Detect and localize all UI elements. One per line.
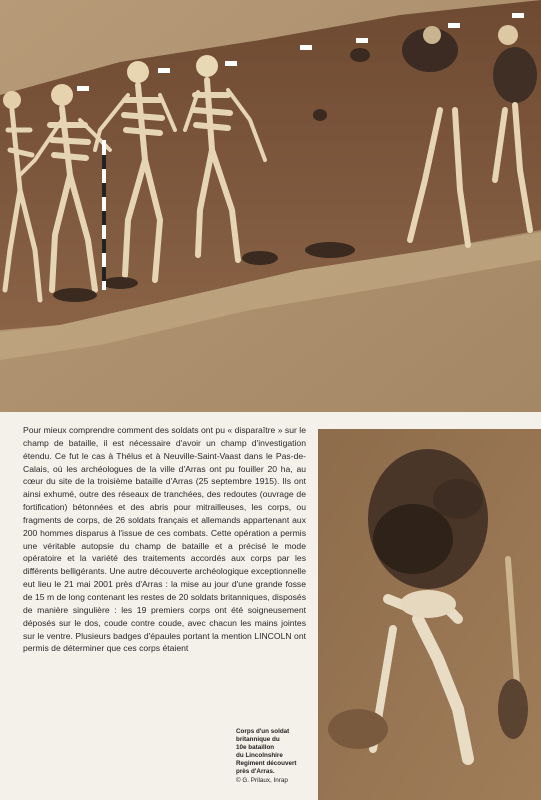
caption-line: 10e bataillon xyxy=(236,744,275,752)
caption-line: britannique du xyxy=(236,736,280,744)
skeleton-photo xyxy=(318,429,541,800)
caption-line: près d'Arras. xyxy=(236,768,275,776)
caption-line: du Lincolnshire xyxy=(236,752,283,760)
caption-line: Corps d'un soldat xyxy=(236,728,290,735)
article-body-text: Pour mieux comprendre comment des soldats ont pu « disparaître » sur le champ de bataille, il est nécessaire d'avoir un champ d'investigation étendu. Ce fut le cas à Thélus et à Neuville-Saint-Vaast dans le Pas-de-Calais, où les archéologues de la ville d'Arras ont pu fouiller 20 ha, au cœur du site de la troisième bataille d'Arras (25 septembre 1915). Ils ont ainsi exhumé, outre des réseaux de tranchées, des redoutes (ouvrage de fortification) bétonnées et des abris pour mitrailleuses, les corps, ou fragments de corps, de 26 soldats français et allemands appartenant aux 200 hommes disparus à l'issue de ces combats. Cette opération a permis une véritable autopsie du champ de bataille et a précisé le mode opératoire et la variété des traitements accordés aux corps par les différents belligérants. Une autre découverte archéologique exceptionnelle eut lieu le 21 mai 2001 près d'Arras : la mise au jour d'une grande fosse de 15 m de long contenant les restes de 20 soldats britanniques, disposés de manière singulière : les 19 premiers corps ont été soigneusement déposés sur le dos, coude contre coude, avec chacun les mains jointes sur le ventre. Plusieurs badges d'épaules portant la mention LINCOLN ont permis de déterminer que ces corps étaient xyxy=(23,425,306,654)
photo-credit: © G. Prilaux, Inrap xyxy=(236,776,288,784)
skeleton-photo-graphic xyxy=(318,429,541,800)
caption-line: Regiment découvert xyxy=(236,760,297,768)
photo-caption xyxy=(236,728,314,785)
